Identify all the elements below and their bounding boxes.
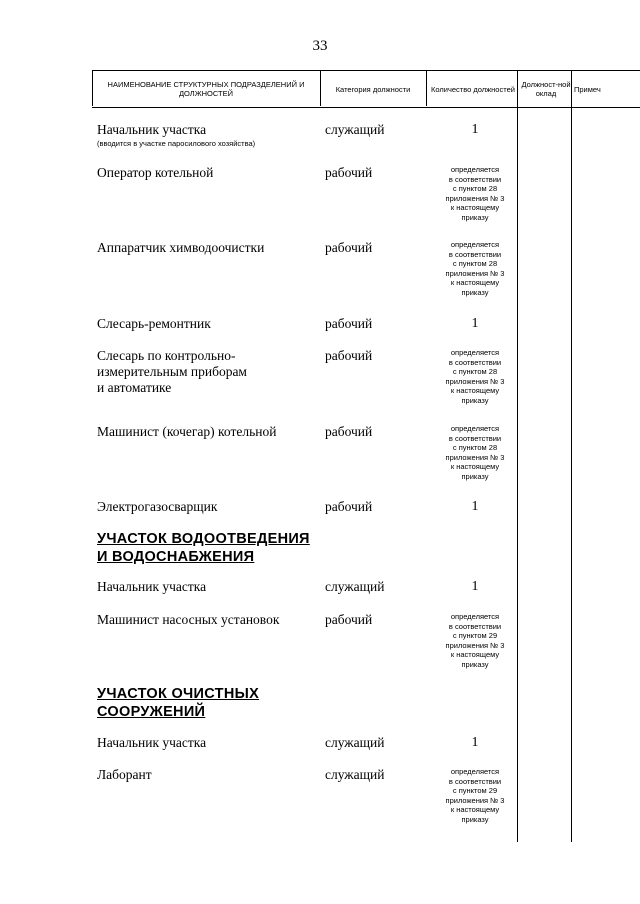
position-count: 1 [471,316,479,331]
column-divider [571,70,572,842]
position-count-note: определяется в соответствии с пунктом 28 приложения № 3 к настоящему приказу [445,165,505,222]
position-count-note: определяется в соответствии с пунктом 28 приложения № 3 к настоящему приказу [445,240,505,297]
section-heading: УЧАСТОК ВОДООТВЕДЕНИЯ И ВОДОСНАБЖЕНИЯ [97,531,310,565]
position-category: служащий [325,122,385,137]
position-category: служащий [325,579,385,594]
position-name: Начальник участка [97,735,207,750]
position-category: служащий [325,767,385,782]
position-category: рабочий [325,240,373,255]
position-name: Слесарь по контрольно- измерительным приборам и автоматике [97,348,247,395]
position-count-note: определяется в соответствии с пунктом 28 приложения № 3 к настоящему приказу [445,348,505,405]
column-header-salary: Должност-ной оклад [521,80,571,98]
position-name: Машинист насосных установок [97,612,280,627]
position-name: Электрогазосварщик [97,499,218,514]
position-count: 1 [471,735,479,750]
position-category: рабочий [325,612,373,627]
column-divider [92,70,93,106]
position-category: рабочий [325,316,373,331]
position-name: Слесарь-ремонтник [97,316,211,331]
position-count: 1 [471,122,479,137]
position-name: Оператор котельной [97,165,214,180]
position-name: Лаборант [97,767,152,782]
position-count-note: определяется в соответствии с пунктом 29 приложения № 3 к настоящему приказу [445,612,505,669]
column-header-count: Количество должностей [431,84,515,94]
section-heading: УЧАСТОК ОЧИСТНЫХ СООРУЖЕНИЙ [97,686,260,720]
table-header [92,70,640,108]
column-divider [320,70,321,106]
column-header-name: НАИМЕНОВАНИЕ СТРУКТУРНЫХ ПОДРАЗДЕЛЕНИЙ И ДОЛЖНОСТЕЙ [107,80,305,98]
position-count-note: определяется в соответствии с пунктом 28 приложения № 3 к настоящему приказу [445,424,505,481]
position-name: Аппаратчик химводоочистки [97,240,265,255]
page-number: 33 [312,38,328,54]
position-count-note: определяется в соответствии с пунктом 29 приложения № 3 к настоящему приказу [445,767,505,824]
position-name: Начальник участка (вводится в участке паросилового хозяйства) [97,122,312,149]
position-count: 1 [471,579,479,594]
position-name: Начальник участка [97,579,207,594]
position-note: (вводится в участке паросилового хозяйства) [97,139,256,148]
position-name: Машинист (кочегар) котельной [97,424,277,439]
position-category: рабочий [325,348,373,363]
column-header-note: Примеч [574,84,601,94]
position-category: рабочий [325,424,373,439]
position-category: рабочий [325,499,373,514]
position-count: 1 [471,499,479,514]
column-header-category: Категория должности [335,84,411,94]
column-divider [426,70,427,106]
position-category: рабочий [325,165,373,180]
position-category: служащий [325,735,385,750]
